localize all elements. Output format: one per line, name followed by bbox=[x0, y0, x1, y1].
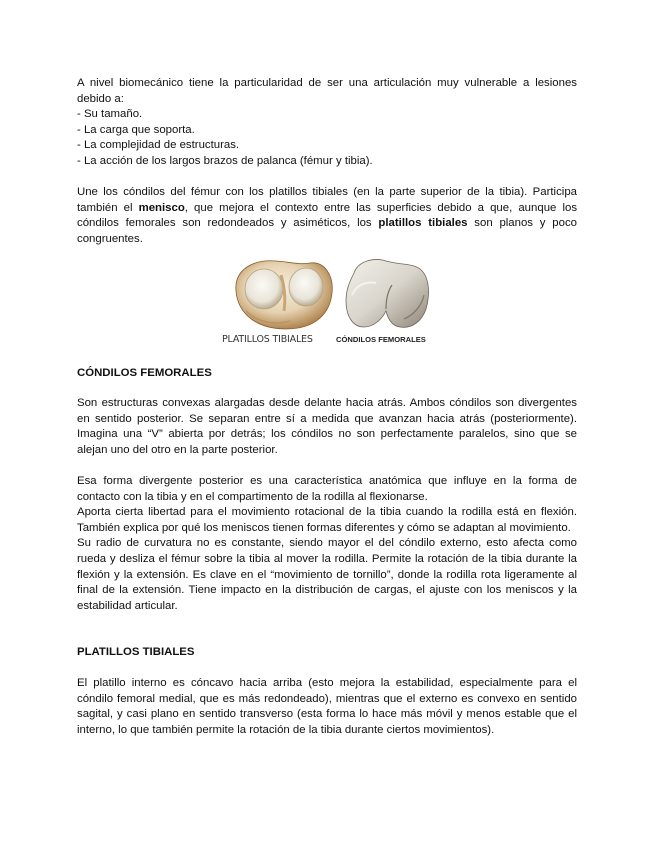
condilos-heading: CÓNDILOS FEMORALES bbox=[77, 367, 212, 379]
union-text-2: , que mejora el contexto entre las superficies debido a que, aunque los cóndilos femorales son redondeados y asiméticos, los bbox=[77, 201, 578, 230]
condilos-paragraph-1: Son estructuras convexas alargadas desde delante hacia atrás. Ambos cóndilos son divergentes en sentido posterior. Se separan entre sí a medida que avanzan hacia atrás (posteriormente). Imagina una “V” abierta por detrás; los cóndilos no son perfectamente paralelos, sino que se alejan uno del otro en la parte posterior. bbox=[77, 397, 577, 456]
platillos-paragraph: El platillo interno es cóncavo hacia arriba (esto mejora la estabilidad, especialmente para el cóndilo femoral medial, que es más redondeado), mientras que el externo es convexo en sentido sagital, y casi plano en sentido transverso (esta forma lo hace más móvil y menos estable que el interno, lo que también permite la rotación de la tibia durante ciertos movimientos). bbox=[77, 677, 577, 736]
knee-illustration bbox=[224, 255, 436, 335]
union-paragraph bbox=[77, 185, 577, 247]
condilos-paragraph-2 bbox=[77, 474, 577, 614]
condilos-text-b: Aporta cierta libertad para el movimiento rotacional de la tibia cuando la rodilla está en flexión. También explica por qué los meniscos tienen formas diferentes y cómo se adaptan al movimiento. bbox=[77, 506, 577, 534]
intro-lead: A nivel biomecánico tiene la particularidad de ser una articulación muy vulnerable a lesiones debido a: bbox=[77, 77, 577, 105]
figure-caption-platillos: PLATILLOS TIBIALES bbox=[222, 334, 313, 345]
union-text-1: Une los cóndilos del fémur con los platillos tibiales (en la parte superior de la tibia). Participa también el bbox=[77, 186, 577, 214]
union-text-3: son planos y poco congruentes. bbox=[77, 217, 577, 245]
platillos-term: platillos tibiales bbox=[378, 217, 468, 230]
intro-list-item: - La complejidad de estructuras. bbox=[77, 139, 240, 152]
femoral-condyles-image bbox=[346, 260, 428, 328]
condilos-text-c: Su radio de curvatura no es constante, siendo mayor el del cóndilo externo, esto afecta como rueda y desliza el fémur sobre la tibia al mover la rodilla. Permite la rotación de la tibia durante la flexión y la extensión. Es clave en el “movimiento de tornillo”, donde la rodilla rota ligeramente al final de la extensión. Tiene impacto en la distribución de cargas, el ajuste con los meniscos y la estabilidad articular. bbox=[77, 537, 577, 612]
intro-section bbox=[77, 76, 577, 170]
tibial-plateau-image bbox=[236, 261, 332, 329]
intro-list-item: - La acción de los largos brazos de palanca (fémur y tibia). bbox=[77, 154, 373, 167]
condilos-text-a: Esa forma divergente posterior es una característica anatómica que influye en la forma de contacto con la tibia y en el compartimento de la rodilla al flexionarse. bbox=[77, 475, 577, 503]
menisco-term: menisco bbox=[138, 201, 185, 214]
figure-caption-condilos: CÓNDILOS FEMORALES bbox=[336, 335, 426, 344]
platillos-heading: PLATILLOS TIBIALES bbox=[77, 646, 195, 658]
intro-list-item: - Su tamaño. bbox=[77, 108, 143, 121]
intro-list-item: - La carga que soporta. bbox=[77, 123, 195, 136]
